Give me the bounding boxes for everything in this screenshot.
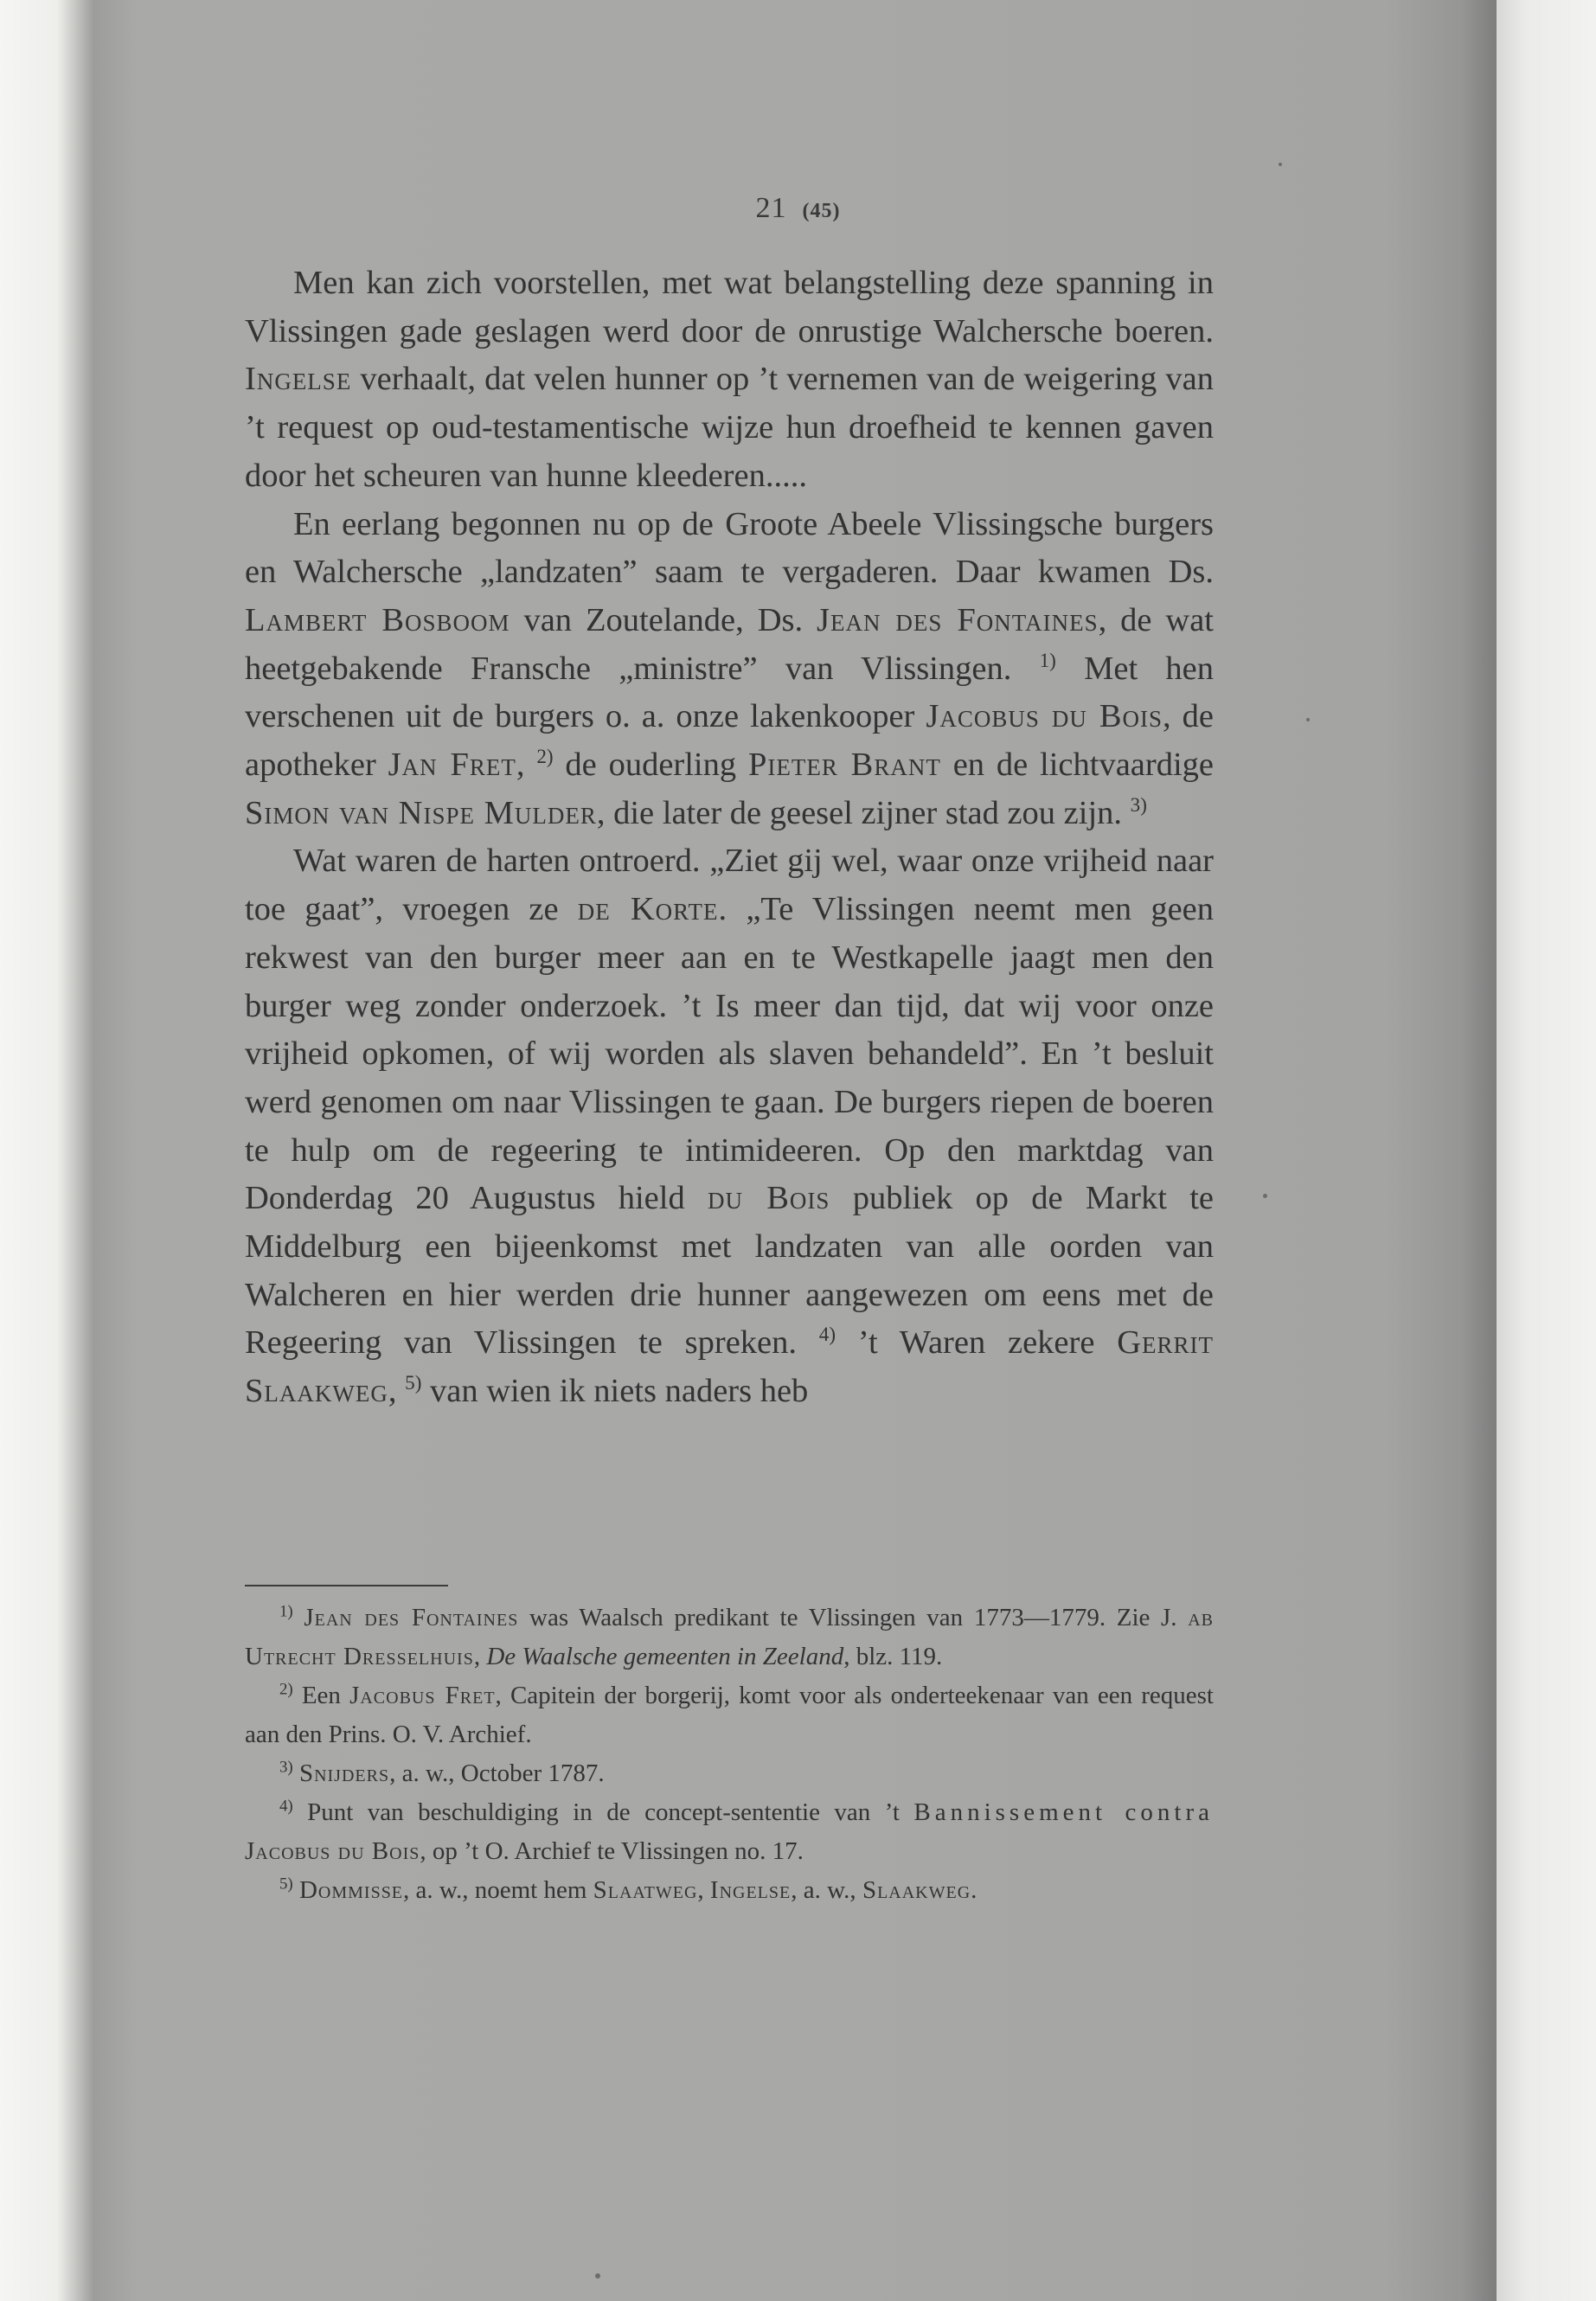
text-run: Met hen verschenen uit de burgers o. a. onze lakenkooper [245, 650, 1214, 735]
small-caps-name: Simon van Nispe Mulder [245, 794, 597, 831]
small-caps-name: de Korte [577, 891, 719, 928]
text-run: , die later de geesel zijner stad zou zijn. [596, 794, 1131, 831]
footnote [245, 1676, 1214, 1754]
text-run: , op ’t O. Archief te Vlissingen no. 17. [420, 1837, 804, 1865]
text-run: van wien ik niets naders heb [421, 1373, 809, 1410]
paragraph [245, 501, 1214, 838]
text-run: was Waalsch predikant te Vlissingen van 1773—1779. Zie J. [518, 1604, 1189, 1631]
footnote [245, 1754, 1214, 1793]
small-caps-name: Jacobus du Bois [245, 1837, 420, 1865]
footnote-divider [245, 1585, 448, 1586]
footnote-ref: 1) [279, 1602, 293, 1621]
small-caps-name: Pieter Brant [747, 747, 941, 784]
text-run: . „Te Vlissingen neemt men geen rekwest van den burger meer aan en te Westkapelle jaagt men den burger weg zonder onderzoek. ’t Is meer dan tijd, dat wij voor onze vrijheid opkomen, of wij worden als slaven behandeld”. En ’t besluit werd genomen om naar Vlissingen te gaan. De burgers riepen de boeren te hulp om de regeering te intimideeren. Op den marktdag van Donderdag 20 Augustus hield [245, 891, 1214, 1217]
small-caps-name: Jacobus du Bois [926, 698, 1163, 735]
footnote-ref: 1) [1039, 648, 1056, 671]
italic-title: De Waalsche gemeenten in Zeeland [486, 1643, 844, 1670]
original-page-number: (45) [802, 200, 841, 222]
text-run: verhaalt, dat velen hunner op ’t vernemen van de weigering van ’t request op oud-testamentische wijze hun droefheid te kennen gaven door het scheuren van hunne kleederen..... [245, 361, 1214, 494]
text-run: Een [292, 1682, 350, 1709]
small-caps-name: Ingelse [709, 1876, 792, 1904]
scan-right-margin [1497, 0, 1596, 2301]
text-run: , de apotheker [245, 698, 1214, 784]
text-run: publiek op de Markt te Middelburg een bijeenkomst met landzaten van alle oorden van Walcheren en hier werden drie hunner aangewezen om eens met de Regeering van Vlissingen te spreken. [245, 1180, 1214, 1362]
text-run: . [971, 1876, 977, 1904]
paragraph [245, 837, 1214, 1415]
small-caps-name: du Bois [707, 1180, 830, 1217]
scan-speck [1306, 718, 1310, 721]
small-caps-name: Jean des Fontaines [304, 1604, 519, 1631]
footnote [245, 1599, 1214, 1676]
text-run [293, 1759, 299, 1787]
text-run: , blz. 119. [843, 1643, 943, 1670]
footnote-ref: 3) [279, 1758, 293, 1777]
text-run: , de wat heetgebakende Fransche „ministre” van Vlissingen. [245, 601, 1214, 687]
page-number: 21 [755, 192, 787, 224]
text-run: , a. w., noemt hem [403, 1876, 593, 1904]
small-caps-name: Gerrit Slaakweg [245, 1324, 1214, 1410]
text-run: , a. w., October 1787. [389, 1759, 605, 1787]
text-run: ’t Waren zekere [836, 1324, 1118, 1362]
small-caps-name: Slaakweg [862, 1876, 971, 1904]
text-run: de ouderling [553, 747, 748, 784]
scan-left-margin [0, 0, 95, 2301]
small-caps-name: Slaatweg [593, 1876, 698, 1904]
small-caps-name: Jan Fret [388, 747, 516, 784]
scan-speck [1263, 1194, 1267, 1198]
small-caps-name: Ingelse [245, 361, 352, 398]
text-run: van Zoutelande, Ds. [510, 601, 817, 638]
footnote-ref: 5) [279, 1875, 293, 1894]
small-caps-name: Jean des Fontaines [817, 601, 1099, 638]
spaced-text: Bannissement contra [913, 1798, 1214, 1826]
main-text [245, 260, 1214, 1416]
footnote-ref: 2) [536, 745, 554, 768]
page-gutter-shadow [1462, 0, 1497, 2301]
text-run: , a. w., [791, 1876, 862, 1904]
text-run: , [388, 1373, 406, 1410]
small-caps-name: Jacobus Fret [349, 1682, 496, 1709]
page-header [0, 192, 1596, 225]
text-run: En eerlang begonnen nu op de Groote Abeele Vlissingsche burgers en Walchersche „landzaten” saam te vergaderen. Daar kwamen Ds. [245, 505, 1214, 591]
footnote-ref: 4) [818, 1323, 836, 1346]
footnote-ref: 2) [279, 1680, 293, 1699]
small-caps-name: Dommisse [298, 1876, 404, 1904]
footnotes [245, 1599, 1214, 1910]
scan-speck [1279, 163, 1282, 166]
text-run: en de lichtvaardige [940, 747, 1214, 784]
text-run: , [697, 1876, 710, 1904]
text-run: Men kan zich voorstellen, met wat belangstelling deze spanning in Vlissingen gade geslagen werd door de onrustige Walchersche boeren. [245, 265, 1214, 349]
small-caps-name: Lambert Bosboom [245, 601, 510, 638]
paragraph [245, 260, 1214, 501]
footnote [245, 1793, 1214, 1871]
footnote [245, 1871, 1214, 1910]
text-run [293, 1604, 304, 1631]
scan-speck [595, 2273, 600, 2279]
footnote-ref: 4) [279, 1797, 293, 1816]
text-run: , Capitein der borgerij, komt voor als onderteekenaar van een request aan den Prins. O. V. Archief. [245, 1682, 1214, 1748]
text-run: Wat waren de harten ontroerd. „Ziet gij wel, waar onze vrijheid naar toe gaat”, vroegen ze [245, 843, 1214, 928]
text-run [293, 1876, 299, 1904]
footnote-ref: 3) [1130, 792, 1147, 816]
text-run: , [516, 747, 537, 784]
text-run: , [473, 1643, 487, 1670]
small-caps-name: Snijders [298, 1759, 390, 1787]
small-caps-name: ab Utrecht Dresselhuis [245, 1604, 1214, 1670]
text-run: Punt van beschuldiging in de concept-sententie van ’t [292, 1798, 914, 1826]
footnote-ref: 5) [405, 1371, 422, 1394]
